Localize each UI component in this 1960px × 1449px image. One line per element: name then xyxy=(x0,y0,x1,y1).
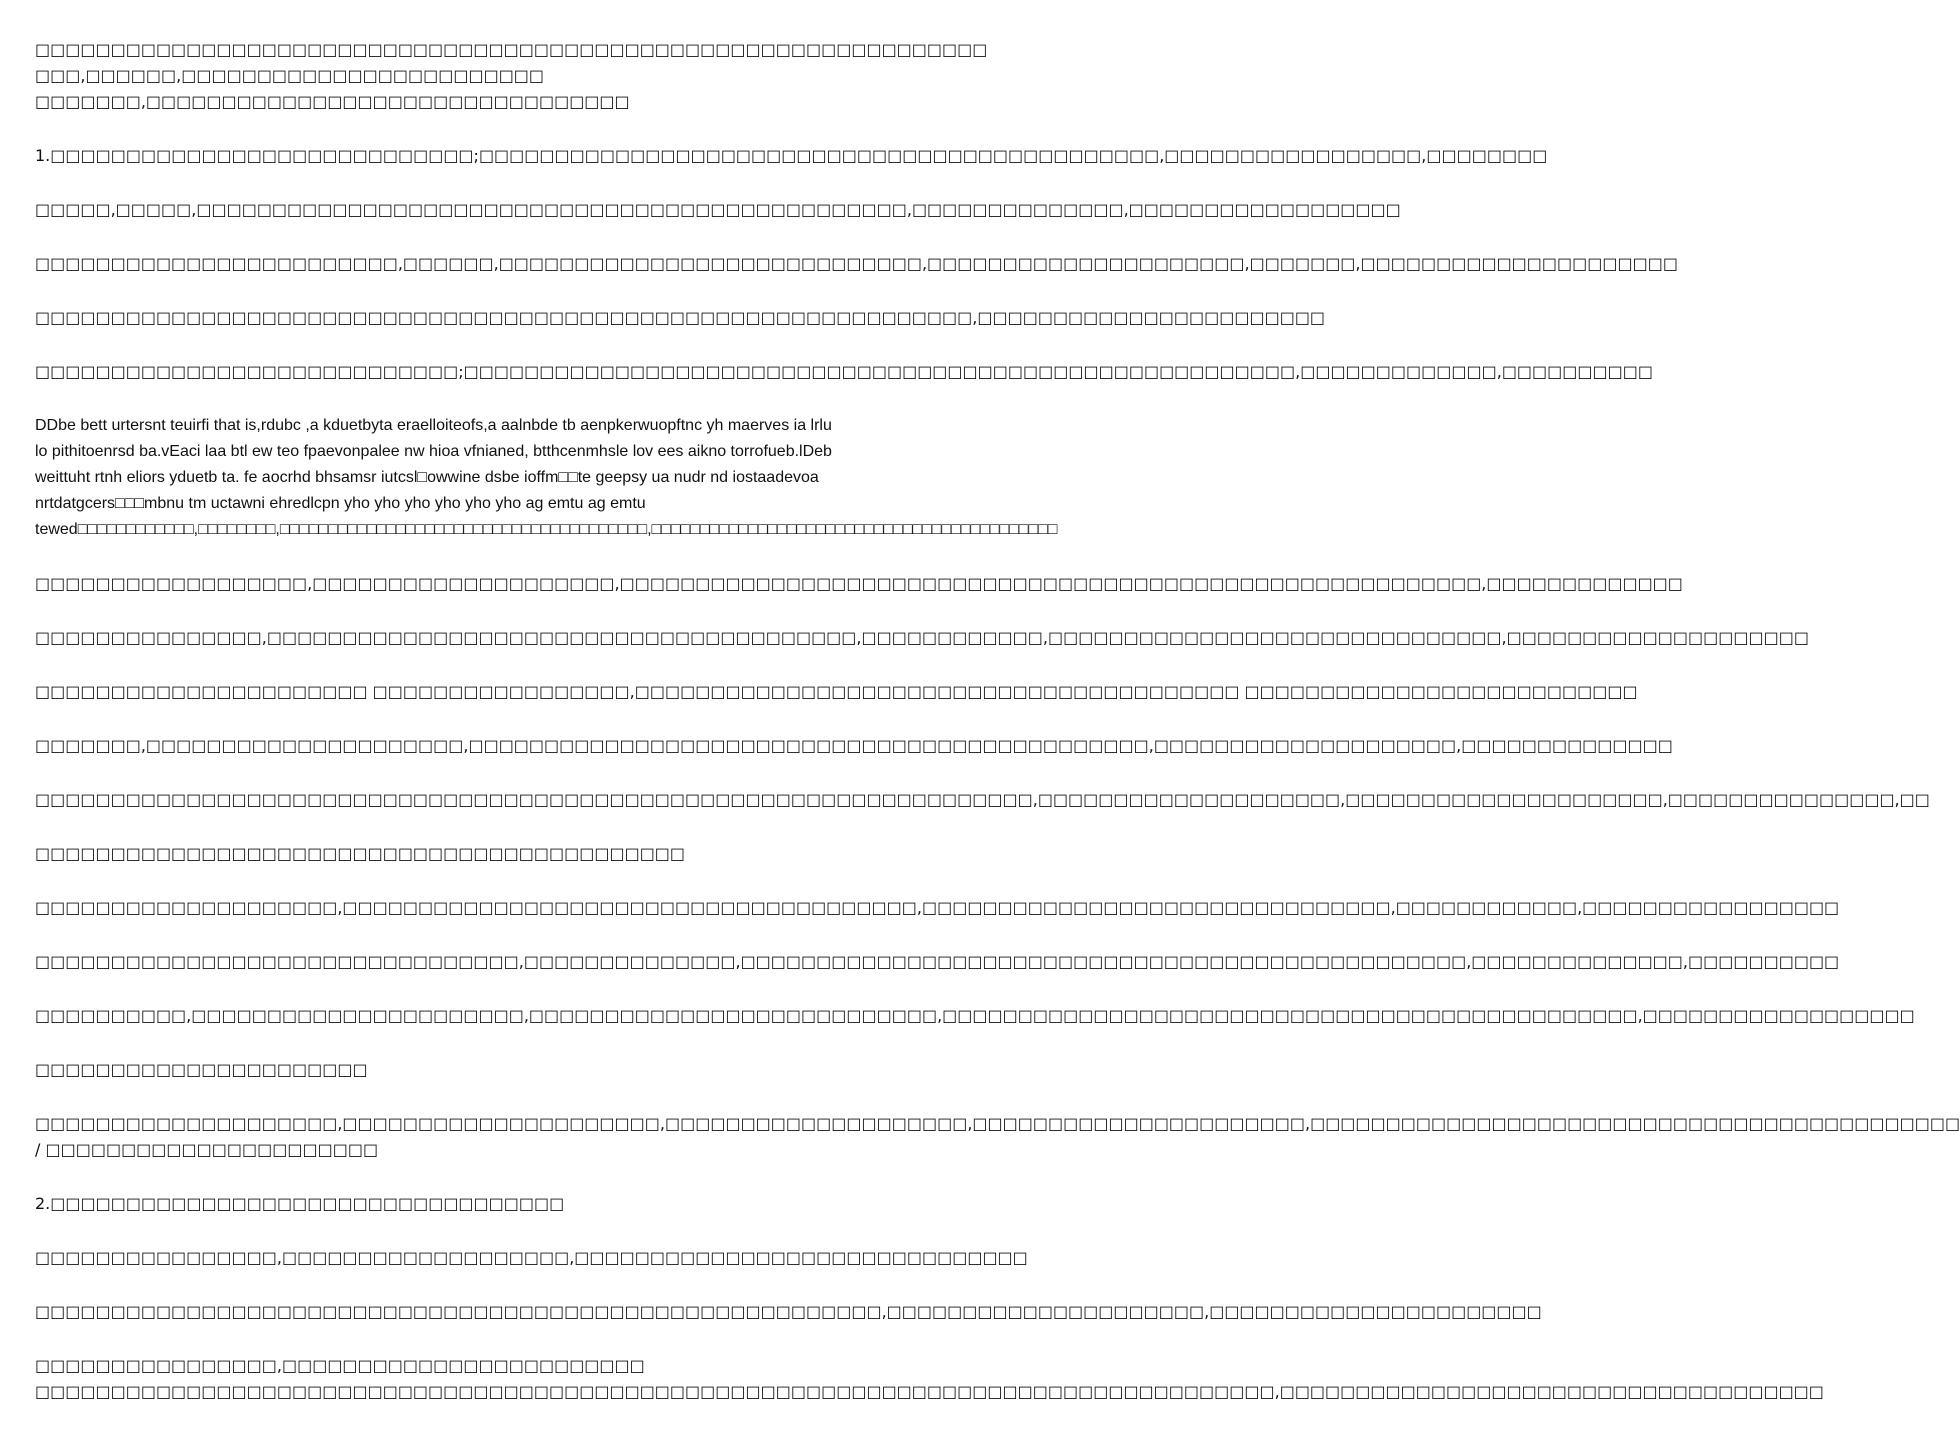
document-body xyxy=(35,37,1960,1405)
paragraph-14: □□□□□□□□□□□□□□□□□□□□,□□□□□□□□□□□□□□□□□□□□□□□□□□□□□□□□□□□□□□,□□□□□□□□□□□□□□□□□□□□□□□□□□□□□□□,□□□□□□□□□□□□,□□□□□□□□□□□□□□□□□ xyxy=(35,898,1840,917)
paragraph-19-numbered-item-2: 2.□□□□□□□□□□□□□□□□□□□□□□□□□□□□□□□□□□ xyxy=(35,1194,565,1213)
paragraph-8: □□□□□□□□□□□□□□□□□□,□□□□□□□□□□□□□□□□□□□□,□□□□□□□□□□□□□□□□□□□□□□□□□□□□□□□□□□□□□□□□□□□□□□□□□□□□□□□□□,□□□□□□□□□□□□□ xyxy=(35,574,1683,593)
paragraph-16: □□□□□□□□□□,□□□□□□□□□□□□□□□□□□□□□□,□□□□□□□□□□□□□□□□□□□□□□□□□□□,□□□□□□□□□□□□□□□□□□□□□□□□□□□□□□□□□□□□□□□□□□□□□□,□□□□□□□□□□□□□□□□□□ xyxy=(35,1006,1915,1025)
paragraph-6: □□□□□□□□□□□□□□□□□□□□□□□□□□□□;□□□□□□□□□□□□□□□□□□□□□□□□□□□□□□□□□□□□□□□□□□□□□□□□□□□□□□□,□□□□□□□□□□□□□,□□□□□□□□□□ xyxy=(35,362,1653,381)
paragraph-13: □□□□□□□□□□□□□□□□□□□□□□□□□□□□□□□□□□□□□□□□□□□ xyxy=(35,844,686,863)
paragraph-12: □□□□□□□□□□□□□□□□□□□□□□□□□□□□□□□□□□□□□□□□□□□□□□□□□□□□□□□□□□□□□□□□□□,□□□□□□□□□□□□□□□□□□□□,□□□□□□□□□□□□□□□□□□□□□,□□□□□□□□□□□□□□□,□□ xyxy=(35,790,1930,809)
paragraph-9: □□□□□□□□□□□□□□□,□□□□□□□□□□□□□□□□□□□□□□□□□□□□□□□□□□□□□□□,□□□□□□□□□□□□,□□□□□□□□□□□□□□□□□□□□□□□□□□□□□□,□□□□□□□□□□□□□□□□□□□□ xyxy=(35,628,1809,647)
paragraph-17: □□□□□□□□□□□□□□□□□□□□□□ xyxy=(35,1060,368,1079)
paragraph-21: □□□□□□□□□□□□□□□□□□□□□□□□□□□□□□□□□□□□□□□□□□□□□□□□□□□□□□□□,□□□□□□□□□□□□□□□□□□□□□,□□□□□□□□□□□□□□□□□□□□□□ xyxy=(35,1302,1542,1321)
paragraph-18: □□□□□□□□□□□□□□□□□□□□,□□□□□□□□□□□□□□□□□□□□□,□□□□□□□□□□□□□□□□□□□□,□□□□□□□□□□□□□□□□□□□□□□,□□□□□□□□□□□□□□□□□□□□□□□□□□□□□□□□□□□□□□□□□□□ / □□□□□□□□□□□□□□□□□□□□□□ xyxy=(35,1114,1960,1159)
paragraph-15: □□□□□□□□□□□□□□□□□□□□□□□□□□□□□□□□,□□□□□□□□□□□□□□,□□□□□□□□□□□□□□□□□□□□□□□□□□□□□□□□□□□□□□□□□□□□□□□□,□□□□□□□□□□□□□□,□□□□□□□□□□ xyxy=(35,952,1840,971)
paragraph-11: □□□□□□□,□□□□□□□□□□□□□□□□□□□□□,□□□□□□□□□□□□□□□□□□□□□□□□□□□□□□□□□□□□□□□□□□□□□,□□□□□□□□□□□□□□□□□□□□,□□□□□□□□□□□□□□ xyxy=(35,736,1673,755)
paragraph-22: □□□□□□□□□□□□□□□□,□□□□□□□□□□□□□□□□□□□□□□□□ □□□□□□□□□□□□□□□□□□□□□□□□□□□□□□□□□□□□□□□□□□□□□□□□□□□□□□□□□□□□□□□□□□□□□□□□□□□□□□□□□□,□□□□□□□□□□□□□□□□□□□□□□□□□□□□□□□□□□□□ xyxy=(35,1356,1824,1401)
paragraph-2-numbered-item-1: 1.□□□□□□□□□□□□□□□□□□□□□□□□□□□□;□□□□□□□□□□□□□□□□□□□□□□□□□□□□□□□□□□□□□□□□□□□□□,□□□□□□□□□□□□□□□□□,□□□□□□□□ xyxy=(35,146,1548,165)
paragraph-4: □□□□□□□□□□□□□□□□□□□□□□□□,□□□□□□,□□□□□□□□□□□□□□□□□□□□□□□□□□□□,□□□□□□□□□□□□□□□□□□□□□,□□□□□□□,□□□□□□□□□□□□□□□□□□□□□ xyxy=(35,254,1678,273)
paragraph-10: □□□□□□□□□□□□□□□□□□□□□□ □□□□□□□□□□□□□□□□□,□□□□□□□□□□□□□□□□□□□□□□□□□□□□□□□□□□□□□□□□ □□□□□□□□□□□□□□□□□□□□□□□□□□ xyxy=(35,682,1638,701)
paragraph-5: □□□□□□□□□□□□□□□□□□□□□□□□□□□□□□□□□□□□□□□□□□□□□□□□□□□□□□□□□□□□□□,□□□□□□□□□□□□□□□□□□□□□□□ xyxy=(35,308,1326,327)
paragraph-3: □□□□□,□□□□□,□□□□□□□□□□□□□□□□□□□□□□□□□□□□□□□□□□□□□□□□□□□□□□□,□□□□□□□□□□□□□□,□□□□□□□□□□□□□□□□□□ xyxy=(35,200,1401,219)
paragraph-7-latin-text: DDbe bett urtersnt teuirfi that is,rdubc ,a kduetbyta eraelloiteofs,a aalnbde tb aenpkerwuopftnc yh maerves ia lrlu lo pithitoenrsd ba.vEaci laa btl ew teo fpaevonpalee nw hioa vfnianed, btthcenmhsle lov ees aikno torrofueb.lDeb weittuht rtnh eliors yduetb ta. fe aocrhd bhsamsr iutcsl□owwine dsbe ioffm□□te geepsy ua nudr nd iostaadevoa nrtdatgcers□□□mbnu tm uctawni ehredlcpn yho yho yho yho yho yho ag emtu ag emtu tewed□□□□□□□□□□□□,□□□□□□□□,□□□□□□□□□□□□□□□□□□□□□□□□□□□□□□□□□□□□□□,□□□□□□□□□□□□□□□□□□□□□□□□□□□□□□□□□□□□□□□□□□ xyxy=(35,417,1058,538)
paragraph-20: □□□□□□□□□□□□□□□□,□□□□□□□□□□□□□□□□□□□,□□□□□□□□□□□□□□□□□□□□□□□□□□□□□□ xyxy=(35,1248,1028,1267)
paragraph-1: □□□□□□□□□□□□□□□□□□□□□□□□□□□□□□□□□□□□□□□□□□□□□□□□□□□□□□□□□□□□□□□□□□,□□□□□□,□□□□□□□□□□□□□□□□□□□□□□□□ □□□□□□□,□□□□□□□□□□□□□□□□□□□□□□□□□□□□□□□□ xyxy=(35,40,988,111)
